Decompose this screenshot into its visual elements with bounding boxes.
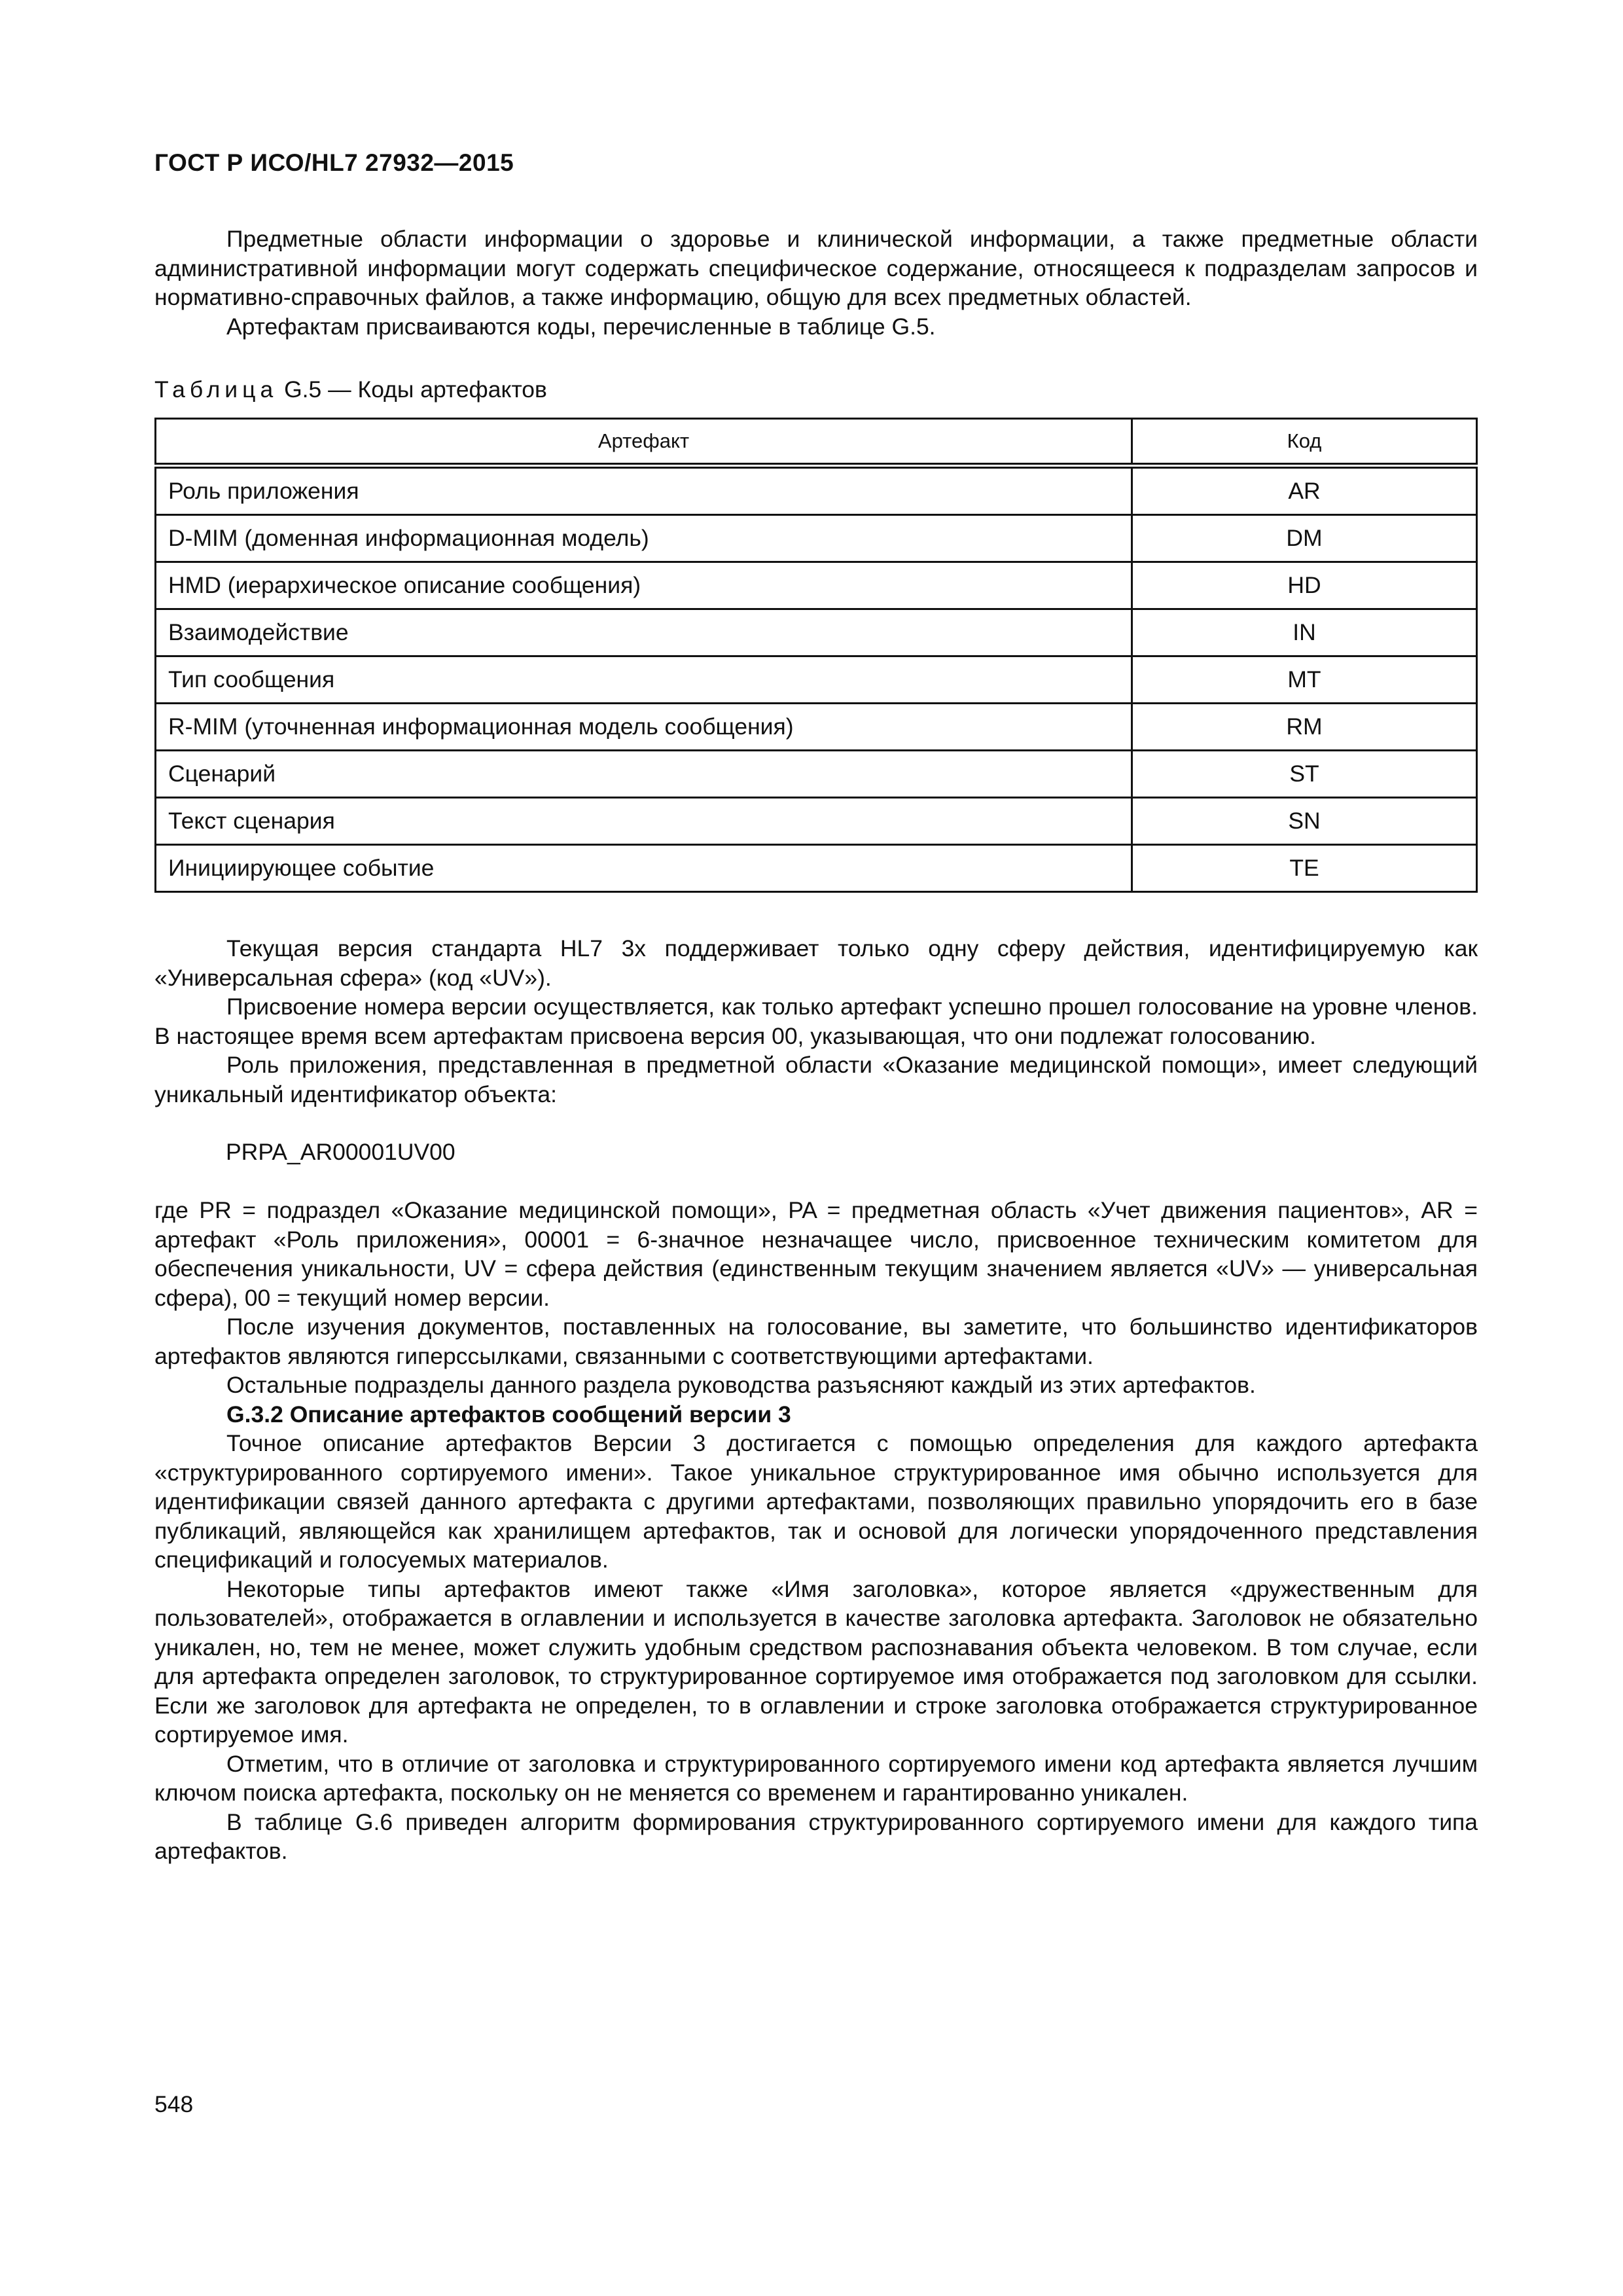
- object-identifier: PRPA_AR00001UV00: [226, 1139, 455, 1165]
- code-cell: RM: [1132, 704, 1477, 751]
- paragraph: Текущая версия стандарта HL7 3х поддерживает только одну сферу действия, идентифицируемую как «Универсальная сфера» (код «UV»).: [154, 935, 1478, 991]
- code-cell: DM: [1132, 515, 1477, 562]
- artifact-cell: D-MIM (доменная информационная модель): [156, 515, 1132, 562]
- table-row: [156, 751, 1477, 798]
- paragraph: Роль приложения, представленная в предметной области «Оказание медицинской помощи», имеет следующий уникальный идентификатор объекта:: [154, 1052, 1478, 1107]
- code-cell: TE: [1132, 845, 1477, 892]
- code-cell: MT: [1132, 656, 1477, 704]
- intro-block: [154, 224, 1478, 341]
- table-row: [156, 562, 1477, 609]
- code-cell: SN: [1132, 798, 1477, 845]
- section-heading: G.3.2 Описание артефактов сообщений версии 3: [226, 1401, 791, 1427]
- paragraph: Точное описание артефактов Версии 3 достигается с помощью определения для каждого артефакта «структурированного сортируемого имени». Такое уникальное структурированное имя обычно используется для идентификации связей данного артефакта с другими артефактами, позволяющих правильно упорядочить его в базе публикаций, являющейся как хранилищем артефактов, так и основой для логически упорядоченного представления спецификаций и голосуемых материалов.: [154, 1430, 1478, 1573]
- code-cell: IN: [1132, 609, 1477, 656]
- artifact-cell: Инициирующее событие: [156, 845, 1132, 892]
- table-row: [156, 466, 1477, 515]
- artifact-cell: Взаимодействие: [156, 609, 1132, 656]
- table-row: [156, 515, 1477, 562]
- artifact-cell: Тип сообщения: [156, 656, 1132, 704]
- table-row: [156, 656, 1477, 704]
- paragraph: Отметим, что в отличие от заголовка и структурированного сортируемого имени код артефакта является лучшим ключом поиска артефакта, поскольку он не меняется со временем и гарантированно уникален.: [154, 1750, 1478, 1806]
- table-row: [156, 798, 1477, 845]
- column-header-artifact: Артефакт: [156, 419, 1132, 466]
- artifact-cell: Сценарий: [156, 751, 1132, 798]
- artifact-cell: R-MIM (уточненная информационная модель сообщения): [156, 704, 1132, 751]
- paragraph: Артефактам присваиваются коды, перечисленные в таблице G.5.: [226, 313, 936, 340]
- code-cell: HD: [1132, 562, 1477, 609]
- paragraph: В таблице G.6 приведен алгоритм формирования структурированного сортируемого имени для каждого типа артефактов.: [154, 1808, 1478, 1864]
- code-cell: AR: [1132, 466, 1477, 515]
- table-row: [156, 704, 1477, 751]
- artifact-cell: HMD (иерархическое описание сообщения): [156, 562, 1132, 609]
- paragraph: После изучения документов, поставленных на голосование, вы заметите, что большинство идентификаторов артефактов являются гиперссылками, связанными с соответствующими артефактами.: [154, 1314, 1478, 1369]
- table-row: [156, 609, 1477, 656]
- table-caption: [154, 376, 547, 403]
- after-table-block: [154, 934, 1478, 1109]
- table-caption-text: G.5 — Коды артефактов: [277, 376, 547, 403]
- table-row: [156, 845, 1477, 892]
- paragraph: Некоторые типы артефактов имеют также «Имя заголовка», которое является «дружественным для пользователей», отображается в оглавлении и используется в качестве заголовка артефакта. Заголовок не обязательно уникален, но, тем не менее, может служить удобным средством распознавания объекта человеком. В том случае, если для артефакта определен заголовок, то структурированное сортируемое имя отображается под заголовком для ссылки. Если же заголовок для артефакта не определен, то в оглавлении и строке заголовка отображается структурированное сортируемое имя.: [154, 1575, 1478, 1748]
- paragraph-where: где PR = подраздел «Оказание медицинской помощи», PA = предметная область «Учет движения пациентов», AR = артефакт «Роль приложения», 00001 = 6-значное незначащее число, присвоенное техническим комитетом для обеспечения уникальности, UV = сфера действия (единственным текущим значением является «UV» — универсальная сфера), 00 = текущий номер версии.: [154, 1197, 1478, 1311]
- artifact-cell: Роль приложения: [156, 466, 1132, 515]
- table-header-row: [156, 419, 1477, 466]
- page-number: 548: [154, 2091, 194, 2117]
- code-cell: ST: [1132, 751, 1477, 798]
- artifact-codes-table: [154, 418, 1478, 893]
- table-caption-label: Таблица: [154, 376, 278, 403]
- paragraph: Остальные подразделы данного раздела руководства разъясняют каждый из этих артефактов.: [226, 1372, 1256, 1398]
- column-header-code: Код: [1132, 419, 1477, 466]
- paragraph: Присвоение номера версии осуществляется, как только артефакт успешно прошел голосование на уровне членов. В настоящее время всем артефактам присвоена версия 00, указывающая, что они подлежат голосованию.: [154, 994, 1478, 1049]
- artifact-cell: Текст сценария: [156, 798, 1132, 845]
- main-text-block: [154, 1196, 1478, 1866]
- document-header: ГОСТ Р ИСО/HL7 27932—2015: [154, 149, 514, 176]
- paragraph: Предметные области информации о здоровье и клинической информации, а также предметные области административной информации могут содержать специфическое содержание, относящееся к подразделам запросов и нормативно-справочных файлов, а также информацию, общую для всех предметных областей.: [154, 226, 1478, 310]
